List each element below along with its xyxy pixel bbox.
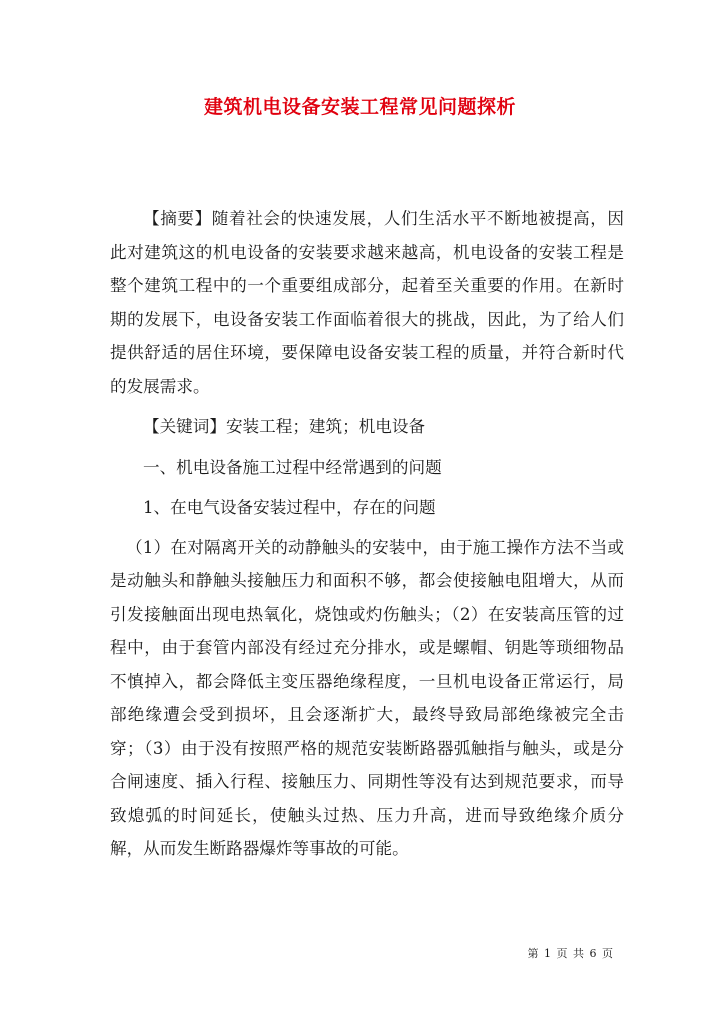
- page-number: 第 1 页 共 6 页: [527, 947, 614, 960]
- document-title: 建筑机电设备安装工程常见问题探析: [203, 96, 516, 118]
- body-paragraph: （1）在对隔离开关的动静触头的安装中，由于施工操作方法不当或是动触头和静触头接触压力和面积不够，都会使接触电阻增大，从而引发接触面出现电热氧化，烧蚀或灼伤触头；（2）在安装高压管的过程中，由于套管内部没有经过充分排水，或是螺帽、钥匙等琐细物品不慎掉入，都会降低主变压器绝缘程度，一旦机电设备正常运行，局部绝缘遭会受到损坏，且会逐渐扩大，最终导致局部绝缘被完全击穿；（3）由于没有按照严格的规范安装断路器弧触指与触头，或是分合闸速度、插入行程、接触压力、同期性等没有达到规范要求，而导致熄弧的时间延长，使触头过热、压力升高，进而导致绝缘介质分解，从而发生断路器爆炸等事故的可能。: [110, 537, 624, 858]
- keywords-paragraph: 【关键词】安装工程；建筑；机电设备: [143, 417, 426, 436]
- section-heading: 一、机电设备施工过程中经常遇到的问题: [143, 457, 442, 477]
- subsection-heading: 1、在电气设备安装过程中，存在的问题: [143, 498, 436, 517]
- abstract-paragraph: 【摘要】随着社会的快速发展，人们生活水平不断地被提高，因此对建筑这的机电设备的安装要求越来越高，机电设备的安装工程是整个建筑工程中的一个重要组成部分，起着至关重要的作用。在新时期的发展下，电设备安装工作面临着很大的挑战，因此，为了给人们提供舒适的居住环境，要保障电设备安装工程的质量，并符合新时代的发展需求。: [110, 209, 624, 396]
- document-body: [110, 202, 624, 866]
